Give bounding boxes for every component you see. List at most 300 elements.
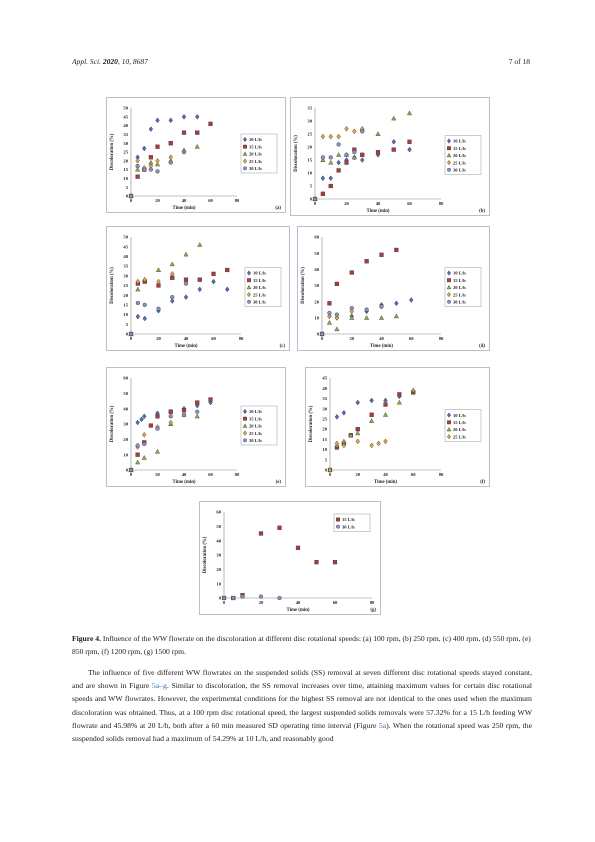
scatter-chart-d: [298, 227, 489, 350]
chart-panel-b: [290, 97, 490, 216]
legend-marker: [336, 525, 339, 528]
legend-label: 30 L/h: [342, 524, 355, 530]
data-point: [360, 153, 364, 157]
y-tick-label: 50: [123, 234, 128, 240]
chart-panel-a: [106, 97, 286, 213]
data-point: [336, 153, 340, 157]
x-tick-label: 0: [320, 336, 324, 341]
y-axis-label: Discoloration (%): [301, 267, 306, 304]
data-point: [356, 431, 360, 435]
data-point: [142, 414, 146, 419]
y-tick-label: 5: [125, 321, 128, 327]
y-tick-label: 30: [123, 140, 128, 146]
data-point: [278, 596, 282, 600]
data-point: [184, 252, 188, 256]
y-tick-label: 35: [322, 396, 327, 402]
data-point: [170, 262, 174, 266]
data-point: [377, 441, 381, 446]
data-point: [182, 413, 186, 417]
x-tick-label: 40: [375, 201, 381, 206]
x-tick-label: 80: [238, 336, 244, 341]
y-tick-label: 15: [123, 167, 128, 173]
page-number: 7 of 18: [508, 57, 530, 66]
data-point: [149, 155, 153, 159]
panel-label: (f): [480, 480, 485, 485]
y-tick-label: 10: [314, 315, 319, 321]
data-point: [142, 168, 146, 172]
panel-label: (b): [479, 209, 485, 214]
data-point: [143, 303, 147, 307]
x-tick-label: 20: [349, 336, 355, 341]
legend-label: 15 L/h: [249, 144, 262, 150]
y-tick-label: 35: [123, 263, 128, 269]
x-tick-label: 40: [379, 336, 384, 341]
y-axis-label: Discoloration (%): [309, 405, 314, 443]
x-tick-label: 60: [208, 198, 213, 203]
data-point: [356, 400, 360, 405]
legend-label: 10 L/h: [453, 270, 466, 276]
x-tick-label: 60: [332, 600, 338, 605]
data-point: [195, 414, 199, 418]
data-point: [182, 114, 186, 119]
data-point: [156, 169, 160, 173]
y-tick-label: 15: [322, 436, 327, 442]
x-tick-label: 40: [383, 472, 388, 477]
data-point: [195, 410, 199, 414]
data-point: [156, 145, 160, 149]
data-point: [380, 253, 384, 257]
data-point: [198, 242, 202, 246]
legend-label: 20 L/h: [249, 423, 262, 429]
legend-label: 25 L/h: [453, 292, 466, 298]
figure-reference-link[interactable]: 5a–g: [151, 681, 167, 691]
panel-label: (d): [479, 344, 485, 349]
data-point: [365, 308, 369, 312]
data-point: [394, 248, 398, 252]
data-point: [360, 158, 364, 163]
legend-label: 20 L/h: [453, 285, 466, 291]
x-tick-label: 60: [410, 472, 416, 477]
legend-marker: [243, 439, 246, 442]
data-point: [259, 595, 263, 599]
y-tick-label: 30: [307, 118, 312, 124]
data-point: [345, 161, 349, 165]
y-tick-label: 25: [123, 283, 128, 289]
data-point: [195, 401, 199, 405]
x-tick-label: 0: [222, 600, 226, 605]
panel-label: (a): [275, 206, 281, 211]
y-tick-label: 20: [123, 436, 128, 442]
data-point: [321, 134, 325, 139]
data-point: [156, 427, 160, 431]
data-point: [392, 148, 396, 152]
data-point: [136, 420, 140, 425]
data-point: [156, 268, 160, 272]
data-point: [329, 160, 333, 164]
data-point: [225, 287, 229, 292]
y-tick-label: 20: [123, 292, 128, 298]
y-tick-label: 25: [307, 131, 312, 137]
y-axis-label: Discoloration (%): [110, 133, 115, 171]
y-axis-label: Discoloration (%): [110, 405, 115, 443]
data-point: [370, 398, 374, 403]
data-point: [352, 150, 356, 154]
figure-reference-link[interactable]: 5a: [378, 720, 387, 730]
y-tick-label: 10: [123, 312, 128, 318]
scatter-chart-a: [107, 98, 285, 212]
data-point: [149, 127, 153, 132]
y-axis-label: Discoloration (%): [294, 135, 299, 172]
running-header-citation: Appl. Sci. 2020, 10, 8687: [72, 57, 148, 66]
data-point: [383, 413, 387, 417]
x-tick-label: 60: [407, 201, 412, 206]
data-point: [397, 392, 401, 396]
figure-label: Figure 4.: [72, 634, 101, 643]
legend-label: 25 L/h: [249, 430, 262, 436]
legend-label: 25 L/h: [453, 160, 466, 166]
data-point: [380, 305, 384, 309]
y-tick-label: 50: [216, 523, 221, 529]
data-point: [335, 282, 339, 286]
data-point: [296, 546, 300, 550]
data-point: [335, 414, 339, 419]
y-axis-label: Discoloration (%): [203, 536, 208, 574]
legend-label: 30 L/h: [253, 299, 266, 305]
x-axis-label: Time (min): [370, 344, 393, 349]
data-point: [337, 143, 341, 147]
scatter-chart-c: [107, 227, 289, 350]
legend-label: 20 L/h: [249, 151, 262, 157]
x-tick-label: 80: [234, 472, 240, 477]
y-tick-label: 35: [123, 132, 128, 137]
figure-caption-text: Influence of the WW flowrate on the discoloration at different disc rotational speeds: (a) 100 rpm, (b) 250 rpm, (c) 400 rpm, (d) 550 rpm, (e) 850 rpm, (f) 1200 rpm, (g) 1500 rpm.: [72, 634, 531, 656]
data-point: [315, 560, 319, 564]
x-tick-label: 80: [438, 472, 444, 477]
data-point: [392, 116, 396, 120]
data-point: [225, 268, 229, 272]
y-tick-label: 20: [123, 158, 128, 164]
data-point: [222, 596, 226, 600]
data-point: [198, 287, 202, 292]
data-point: [360, 130, 364, 134]
data-point: [408, 147, 412, 152]
data-point: [345, 153, 349, 157]
x-tick-label: 80: [369, 600, 375, 605]
data-point: [329, 134, 333, 139]
x-tick-label: 80: [438, 336, 444, 341]
data-point: [129, 332, 133, 336]
y-tick-label: 20: [216, 566, 221, 572]
x-tick-label: 0: [129, 472, 133, 477]
data-point: [321, 192, 325, 196]
x-tick-label: 20: [155, 198, 160, 203]
legend-label: 20 L/h: [453, 153, 466, 159]
data-point: [259, 532, 263, 536]
data-point: [384, 439, 388, 444]
data-point: [329, 176, 333, 181]
data-point: [394, 301, 398, 306]
data-point: [136, 164, 140, 168]
legend-label: 30 L/h: [249, 166, 262, 171]
y-tick-label: 40: [322, 385, 327, 391]
y-tick-label: 50: [314, 250, 319, 256]
chart-panel-d: [297, 226, 490, 351]
y-tick-label: 40: [123, 406, 128, 412]
data-point: [149, 168, 153, 172]
data-point: [370, 443, 374, 448]
data-point: [156, 414, 160, 418]
data-point: [337, 160, 341, 165]
data-point: [329, 156, 333, 160]
data-point: [212, 279, 216, 284]
y-tick-label: 0: [309, 196, 312, 202]
y-tick-label: 45: [322, 375, 327, 381]
x-tick-label: 0: [129, 336, 133, 341]
y-tick-label: 30: [216, 552, 221, 558]
data-point: [335, 441, 339, 446]
data-point: [129, 194, 133, 198]
legend-label: 25 L/h: [453, 434, 466, 440]
panel-label: (c): [279, 344, 285, 349]
data-point: [364, 316, 368, 320]
data-point: [209, 398, 213, 402]
data-point: [136, 301, 140, 305]
x-tick-label: 20: [156, 336, 161, 341]
legend-marker: [447, 421, 450, 424]
y-tick-label: 40: [314, 266, 319, 272]
y-tick-label: 0: [316, 331, 319, 337]
data-point: [337, 169, 341, 173]
data-point: [356, 439, 360, 444]
data-point: [376, 132, 380, 136]
data-point: [182, 150, 186, 154]
data-point: [278, 526, 282, 530]
data-point: [182, 131, 186, 135]
legend-label: 30 L/h: [453, 167, 466, 173]
data-point: [342, 410, 346, 415]
data-point: [409, 298, 413, 303]
x-axis-label: Time (min): [172, 480, 196, 485]
data-point: [170, 295, 174, 299]
y-tick-label: 5: [309, 183, 312, 189]
legend-label: 25 L/h: [253, 292, 266, 298]
data-point: [327, 320, 331, 324]
y-tick-label: 25: [123, 149, 128, 155]
y-tick-label: 0: [324, 467, 327, 473]
x-axis-label: Time (min): [286, 608, 310, 613]
y-tick-label: 10: [123, 452, 128, 458]
legend-label: 10 L/h: [249, 409, 262, 415]
legend-label: 10 L/h: [253, 270, 266, 276]
data-point: [182, 408, 186, 412]
y-tick-label: 5: [324, 457, 327, 463]
data-point: [345, 126, 349, 131]
scatter-chart-b: [291, 98, 489, 215]
data-point: [169, 410, 173, 414]
data-point: [157, 307, 161, 311]
x-tick-label: 80: [438, 201, 444, 206]
legend-label: 15 L/h: [253, 277, 266, 283]
data-point: [136, 175, 140, 179]
legend-marker: [336, 518, 339, 521]
legend-label: 15 L/h: [342, 517, 355, 523]
data-point: [212, 272, 216, 276]
scatter-chart-e: [107, 368, 285, 486]
x-tick-label: 20: [258, 600, 264, 605]
data-point: [320, 332, 324, 336]
y-tick-label: 30: [123, 421, 128, 427]
panel-label: (g): [370, 608, 376, 613]
data-point: [384, 403, 388, 407]
data-point: [170, 271, 174, 276]
x-tick-label: 40: [181, 198, 187, 203]
y-tick-label: 40: [123, 254, 128, 259]
data-point: [407, 111, 411, 115]
scatter-chart-g: [200, 502, 380, 614]
chart-panel-e: [106, 367, 286, 487]
y-tick-label: 20: [307, 144, 312, 150]
data-point: [321, 176, 325, 181]
legend-marker: [247, 300, 250, 303]
data-point: [209, 122, 213, 126]
data-point: [328, 311, 332, 315]
data-point: [329, 184, 333, 188]
data-point: [397, 400, 401, 404]
x-tick-label: 20: [155, 472, 160, 477]
data-point: [370, 413, 374, 417]
y-tick-label: 45: [123, 244, 128, 250]
y-tick-label: 35: [307, 105, 312, 111]
legend-marker: [447, 147, 450, 150]
data-point: [356, 427, 360, 431]
legend-marker: [243, 145, 246, 148]
data-point: [157, 279, 161, 284]
data-point: [136, 287, 140, 291]
figure-caption: [72, 633, 532, 658]
x-tick-label: 40: [183, 336, 189, 341]
data-point: [369, 419, 373, 423]
data-point: [169, 155, 173, 160]
data-point: [321, 156, 325, 160]
y-tick-label: 30: [123, 273, 128, 279]
data-point: [149, 424, 153, 428]
y-tick-label: 0: [125, 331, 128, 337]
legend-label: 25 L/h: [249, 158, 262, 164]
data-point: [394, 314, 398, 318]
x-tick-label: 20: [355, 472, 361, 477]
x-tick-label: 0: [129, 198, 133, 203]
legend-label: 10 L/h: [453, 412, 466, 418]
data-point: [313, 197, 317, 201]
data-point: [142, 146, 146, 151]
chart-panel-f: [305, 367, 490, 487]
data-point: [140, 417, 144, 422]
y-tick-label: 10: [216, 581, 221, 587]
data-point: [136, 158, 140, 163]
data-point: [156, 118, 160, 123]
legend-label: 30 L/h: [249, 438, 262, 443]
data-point: [337, 134, 341, 139]
x-axis-label: Time (min): [374, 480, 397, 485]
legend-label: 15 L/h: [453, 277, 466, 283]
data-point: [335, 327, 339, 331]
data-point: [184, 278, 188, 282]
y-tick-label: 20: [322, 426, 327, 432]
legend-marker: [447, 300, 450, 303]
y-tick-label: 15: [307, 157, 312, 163]
legend-label: 10 L/h: [249, 137, 262, 143]
x-tick-label: 40: [295, 600, 301, 605]
x-axis-label: Time (min): [174, 344, 198, 349]
y-tick-label: 20: [314, 299, 319, 305]
chart-panel-c: [106, 226, 290, 351]
x-tick-label: 20: [344, 201, 349, 206]
data-point: [170, 299, 174, 304]
legend-label: 15 L/h: [453, 420, 466, 425]
data-point: [411, 388, 415, 392]
legend-marker: [447, 168, 450, 171]
data-point: [136, 453, 140, 457]
data-point: [142, 455, 146, 459]
data-point: [184, 295, 188, 300]
y-tick-label: 25: [322, 416, 327, 422]
data-point: [143, 316, 147, 321]
data-point: [392, 139, 396, 144]
data-point: [198, 278, 202, 282]
data-point: [408, 140, 412, 144]
chart-panel-g: [199, 501, 381, 615]
data-point: [342, 439, 346, 443]
legend-marker: [243, 417, 246, 420]
y-tick-label: 40: [216, 538, 221, 544]
y-tick-label: 10: [307, 170, 312, 176]
legend-marker: [447, 279, 450, 282]
data-point: [136, 444, 140, 448]
y-tick-label: 50: [123, 390, 128, 396]
y-tick-label: 50: [123, 105, 128, 111]
y-tick-label: 5: [125, 184, 128, 190]
data-point: [328, 301, 332, 305]
data-point: [142, 442, 146, 446]
legend-marker: [243, 167, 246, 170]
data-point: [379, 316, 383, 320]
x-tick-label: 0: [328, 472, 332, 477]
x-tick-label: 60: [208, 472, 213, 477]
y-tick-label: 10: [123, 176, 128, 181]
data-point: [333, 560, 337, 564]
legend-label: 15 L/h: [453, 145, 466, 151]
panel-label: (e): [275, 480, 281, 485]
x-tick-label: 80: [234, 198, 240, 203]
data-point: [365, 259, 369, 263]
data-point: [195, 114, 199, 119]
data-point: [350, 271, 354, 275]
legend-label: 20 L/h: [453, 427, 466, 433]
data-point: [241, 595, 245, 599]
data-point: [136, 314, 140, 319]
data-point: [169, 414, 173, 418]
data-point: [169, 161, 173, 165]
scatter-chart-f: [306, 368, 489, 486]
y-axis-label: Discoloration (%): [110, 267, 115, 304]
y-tick-label: 30: [322, 406, 327, 412]
legend-label: 20 L/h: [253, 285, 266, 291]
data-point: [195, 131, 199, 135]
x-tick-label: 60: [408, 336, 414, 341]
data-point: [184, 282, 188, 286]
y-tick-label: 10: [322, 447, 327, 453]
data-point: [169, 141, 173, 145]
